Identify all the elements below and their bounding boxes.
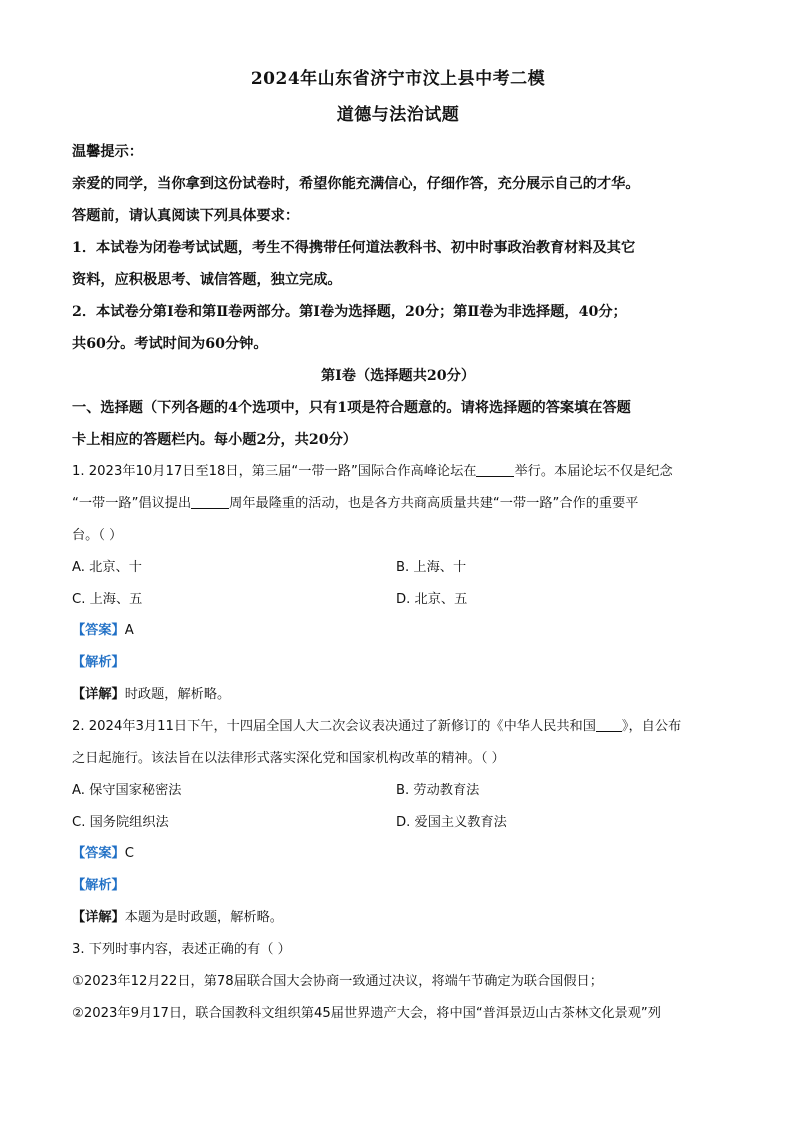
answer-blank: [596, 717, 622, 732]
tips-rule-1b: 资料，应积极思考、诚信答题，独立完成。: [72, 272, 342, 288]
detail-tag: 【详解】: [72, 910, 125, 925]
q1-stem-line-3: 台。（ ）: [72, 528, 123, 543]
answer-blank: [191, 494, 229, 509]
q2-analysis: [72, 870, 724, 902]
q2-detail: 【详解】本题为是时政题，解析略。: [72, 910, 283, 925]
answer-tag: 【答案】: [72, 846, 125, 861]
q2-options-row-2: [72, 807, 724, 839]
q1-analysis: [72, 647, 724, 679]
q3-item-1: ①2023年12月22日，第78届联合国大会协商一致通过决议，将端午节确定为联合国假日；: [72, 974, 603, 989]
q1-option-b: B. 上海、十: [396, 560, 467, 575]
q1-options-row-1: [72, 552, 724, 584]
tips-rule-2b: 共60分。考试时间为60分钟。: [72, 336, 268, 352]
tips-rule-2a: 2．本试卷分第Ⅰ卷和第Ⅱ卷两部分。第Ⅰ卷为选择题，20分；第Ⅱ卷为非选择题，40分；: [72, 304, 627, 320]
q3-stem: 3. 下列时事内容，表述正确的有（ ）: [72, 942, 291, 957]
detail-tag: 【详解】: [72, 687, 125, 702]
q2-option-c: C. 国务院组织法: [72, 814, 169, 830]
section-title: 第Ⅰ卷（选择题共20分）: [320, 368, 476, 384]
analysis-tag: 【解析】: [72, 655, 125, 670]
q2-stem-line-2: 之日起施行。该法旨在以法律形式落实深化党和国家机构改革的精神。（ ）: [72, 751, 505, 766]
q1-answer: 【答案】A: [72, 623, 134, 638]
q1-option-d: D. 北京、五: [396, 591, 468, 607]
tips-intro-1: 亲爱的同学，当你拿到这份试卷时，希望你能充满信心，仔细作答，充分展示自己的才华。: [72, 176, 640, 192]
q2-option-d: D. 爱国主义教育法: [396, 814, 507, 830]
q2-answer: 【答案】C: [72, 846, 134, 861]
section-instruction-2: 卡上相应的答题栏内。每小题2分，共20分）: [72, 432, 357, 448]
tips-rule-1a: 1．本试卷为闭卷考试试题，考生不得携带任何道法教科书、初中时事政治教育材料及其它: [72, 240, 636, 256]
answer-tag: 【答案】: [72, 623, 125, 638]
q2-option-a: A. 保守国家秘密法: [72, 783, 182, 798]
exam-page: [72, 62, 724, 1030]
q1-stem-line-1: 1. 2023年10月17日至18日，第三届“一带一路”国际合作高峰论坛在 举行。本届论坛不仅是纪念: [72, 464, 673, 479]
q3-item-2: ②2023年9月17日，联合国教科文组织第45届世界遗产大会，将中国“普洱景迈山古茶林文化景观”列: [72, 1006, 661, 1021]
exam-title: 2024年山东省济宁市汶上县中考二模: [250, 69, 546, 89]
q1-option-a: A. 北京、十: [72, 560, 142, 575]
tips-intro-2: 答题前，请认真阅读下列具体要求：: [72, 208, 300, 224]
analysis-tag: 【解析】: [72, 878, 125, 893]
q2-options-row-1: [72, 775, 724, 807]
section-instruction-1: 一、选择题（下列各题的4个选项中，只有1项是符合题意的。请将选择题的答案填在答题: [72, 400, 631, 416]
answer-blank: [476, 462, 514, 477]
q2-stem-line-1: 2. 2024年3月11日下午，十四届全国人大二次会议表决通过了新修订的《中华人民共和国 》，自公布: [72, 719, 682, 734]
q1-detail: 【详解】时政题，解析略。: [72, 687, 231, 702]
tips-label: 温馨提示：: [72, 144, 143, 160]
q2-option-b: B. 劳动教育法: [396, 783, 480, 798]
q1-option-c: C. 上海、五: [72, 591, 143, 607]
exam-subtitle: 道德与法治试题: [336, 105, 460, 125]
q1-options-row-2: [72, 584, 724, 616]
q1-stem-line-2: “一带一路”倡议提出 周年最隆重的活动，也是各方共商高质量共建“一带一路”合作的重要平: [72, 496, 639, 511]
